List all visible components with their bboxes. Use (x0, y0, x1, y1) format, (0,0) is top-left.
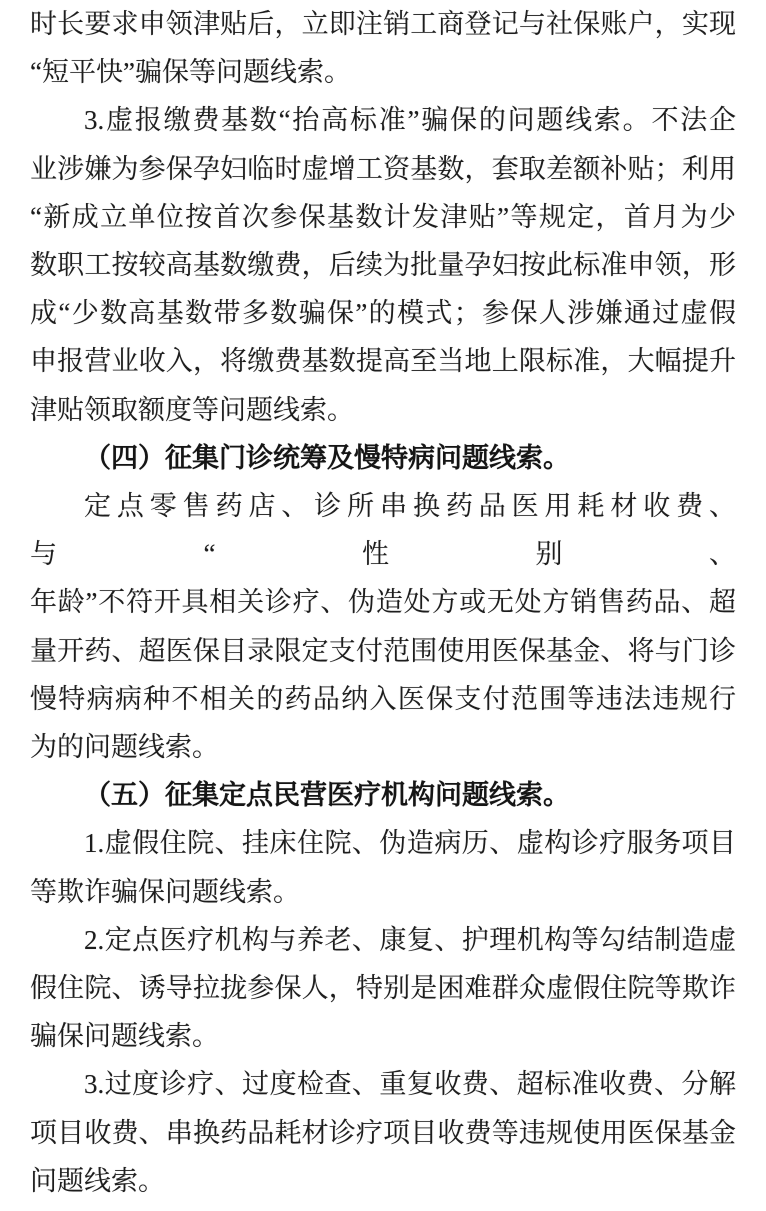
text-line: 定点零售药店、诊所串换药品医用耗材收费、与“性别、 (30, 491, 736, 570)
text-line: 年龄”不符开具相关诊疗、伪造处方或无处方销售药品、超 (30, 587, 736, 618)
text-line: 假住院、诱导拉拢参保人，特别是困难群众虚假住院等欺诈 (30, 973, 736, 1004)
text-line: 量开药、超医保目录限定支付范围使用医保基金、将与门诊 (30, 635, 736, 666)
text-line: 项目收费、串换药品耗材诊疗项目收费等违规使用医保基金 (30, 1117, 736, 1148)
text-line: “新成立单位按首次参保基数计发津贴”等规定，首月为少 (30, 201, 736, 232)
text-line: 骗保问题线索。 (30, 1021, 219, 1052)
section-heading-5: （五）征集定点民营医疗机构问题线索。 (84, 780, 570, 811)
text-line: 时长要求申领津贴后，立即注销工商登记与社保账户，实现 (30, 9, 736, 39)
text-line: 业涉嫌为参保孕妇临时虚增工资基数，套取差额补贴；利用 (30, 153, 736, 184)
text-line: 申报营业收入，将缴费基数提高至当地上限标准，大幅提升 (30, 346, 736, 377)
text-line: 慢特病病种不相关的药品纳入医保支付范围等违法违规行 (30, 683, 736, 714)
text-line: 1.虚假住院、挂床住院、伪造病历、虚构诊疗服务项目 (84, 828, 736, 859)
text-line: 3.过度诊疗、过度检查、重复收费、超标准收费、分解 (84, 1069, 736, 1100)
text-line: 数职工按较高基数缴费，后续为批量孕妇按此标准申领，形 (30, 250, 736, 281)
text-line: “短平快”骗保等问题线索。 (30, 57, 351, 88)
text-line: 等欺诈骗保问题线索。 (30, 876, 300, 907)
section-heading-4: （四）征集门诊统筹及慢特病问题线索。 (84, 442, 570, 473)
text-line: 成“少数高基数带多数骗保”的模式；参保人涉嫌通过虚假 (30, 298, 736, 329)
text-line: 津贴领取额度等问题线索。 (30, 394, 354, 425)
text-line: 为的问题线索。 (30, 732, 219, 763)
text-line: 3.虚报缴费基数“抬高标准”骗保的问题线索。不法企 (84, 105, 736, 136)
text-line: 2.定点医疗机构与养老、康复、护理机构等勾结制造虚 (84, 924, 736, 955)
text-line: 问题线索。 (30, 1165, 165, 1196)
